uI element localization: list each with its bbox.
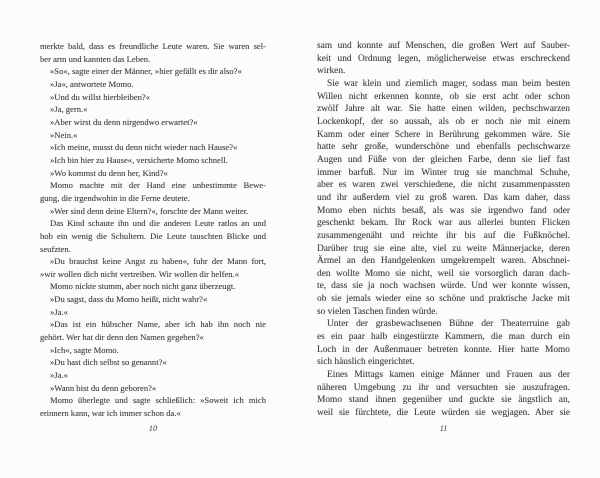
text-line: sich häuslich eingerichtet. [317,357,415,368]
text-line: gung, die irgendwohin in die Ferne deutete. [40,192,190,203]
text-line: den wollte Momo sie nicht, weil sie vorsorglich daran dach- [317,268,570,279]
text-line: zwölf Jahre alt war. Sie hatte einen wilden, pechschwarzen [317,104,570,115]
text-line: näheren Umgebung zu ihr und versuchten sie auszufragen. [317,382,570,393]
text-line: »Und du willst hierbleiben?« [50,91,151,102]
text-line: »Ja.« [50,370,68,381]
text-line: Sie war klein und ziemlich mager, sodass man beim besten [327,78,570,89]
text-line: »Ja, gern.« [50,104,88,115]
text-line: Unter der grasbewachsenen Bühne der Theaterruine gab [327,319,570,330]
text-line: und ihr außerdem viel zu groß waren. Das kam daher, dass [317,192,570,203]
text-line: geschenkt bekam. Ihr Rock war aus allerlei bunten Flicken [317,218,570,229]
text-line: erinnern kann, war ich immer schon da.« [40,408,181,419]
text-line: seufzten. [40,243,71,254]
text-line: »Wann bist du denn geboren?« [50,382,157,393]
text-line: Ärmel an den Handgelenken umgekrempelt waren. Abschnei- [317,256,570,267]
text-line: Willen nicht erkennen konnte, ob sie erst acht oder schon [317,91,570,102]
text-line: »Ich meine, musst du denn nicht wieder nach Hause?« [50,142,238,153]
text-line: »Du sagst, dass du Momo heißt, nicht wahr?« [50,294,208,305]
text-line: sam und konnte auf Menschen, die großen Wert auf Sauber- [317,41,570,51]
text-line: »Du brauchst keine Angst zu haben«, fuhr der Mann fort, [50,256,266,267]
text-line: »Du hast dich selbst so genannt?« [50,357,167,368]
text-line: »Ich«, sagte Momo. [50,344,119,355]
text-line: Momo nickte stumm, aber noch nicht ganz überzeugt. [50,281,236,292]
text-line: Kamm oder einer Schere in Berührung gekommen wäre. Sie [317,129,570,140]
text-line: »Das ist ein hübscher Name, aber ich hab ihn noch nie [50,319,266,330]
text-line: weil sie fürchtete, die Leute würden sie wegjagen. Aber sie [317,408,570,419]
text-line: te, dass sie ja noch wachsen würde. Und wer konnte wissen, [317,281,570,292]
page-left-text [40,40,266,420]
text-line: »Wo kommst du denn her, Kind?« [50,167,168,178]
text-line: »Ja«, antwortete Momo. [50,78,134,89]
text-line: es ein paar halb eingestürzte Kammern, die man durch ein [317,332,570,343]
text-line: »Ja.« [50,306,68,317]
text-line: »Ich bin hier zu Hause«, versicherte Momo schnell. [50,154,228,165]
text-line: »Wer sind denn deine Eltern?«, forschte der Mann weiter. [50,205,249,216]
page-right [317,40,570,433]
text-line: merkte bald, dass es freundliche Leute waren. Sie waren sel- [40,41,266,51]
text-line: »Nein.« [50,129,78,140]
text-line: Eines Mittags kamen einige Männer und Frauen aus der [327,370,570,381]
text-line: Momo stand ihnen gegenüber und guckte sie ängstlich an, [317,395,570,406]
text-line: Das Kind schaute ihn und die anderen Leute ratlos an und [50,218,266,229]
text-line: ber arm und kannten das Leben. [40,53,151,64]
text-line: hatte sehr große, wunderschöne und ebenfalls pechschwarze [317,142,570,153]
text-line: wirken. [317,66,346,77]
text-line: »So«, sagte einer der Männer, »hier gefällt es dir also?« [50,66,242,77]
text-line: Momo machte mit der Hand eine unbestimmte Bewe- [50,180,266,191]
text-line: immer barfuß. Nur im Winter trug sie manchmal Schuhe, [317,167,570,178]
text-line: Loch in der Außenmauer betreten konnte. Hier hatte Momo [317,344,570,355]
text-line: Lockenkopf, der so aussah, als ob er noch nie mit einem [317,116,570,127]
text-line: Momo überlegte und sagte schließlich: »Soweit ich mich [50,395,266,406]
text-line: zusammengenäht und reichte ihr bis auf die Fußknöchel. [317,230,570,241]
text-line: »Aber wirst du denn nirgendwo erwartet?« [50,116,198,127]
text-line: Darüber trug sie eine alte, viel zu weite Männerjacke, deren [317,243,570,254]
text-line: ob sie jemals wieder eine so schöne und praktische Jacke mit [317,294,570,305]
page-left [40,40,266,433]
text-line: »wir wollen dich nicht vertreiben. Wir wollen dir helfen.« [40,268,240,279]
text-line: gehört. Wer hat dir denn den Namen gegeben?« [40,332,204,343]
text-line: Momo eben nichts besaß, als was sie irgendwo fand oder [317,205,570,216]
text-line: Augen und Füße von der gleichen Farbe, denn sie lief fast [317,154,570,165]
page-right-text [317,40,570,420]
page-number-left: 10 [148,423,158,433]
text-line: keit und Ordnung legen, möglicherweise etwas erschreckend [317,53,570,64]
text-line: aber es waren zwei verschiedene, die nicht zusammenpassten [317,180,570,191]
text-line: hob ein wenig die Schultern. Die Leute tauschten Blicke und [40,230,266,241]
page-number-right: 11 [439,423,448,433]
text-line: so vielen Taschen finden würde. [317,306,438,317]
